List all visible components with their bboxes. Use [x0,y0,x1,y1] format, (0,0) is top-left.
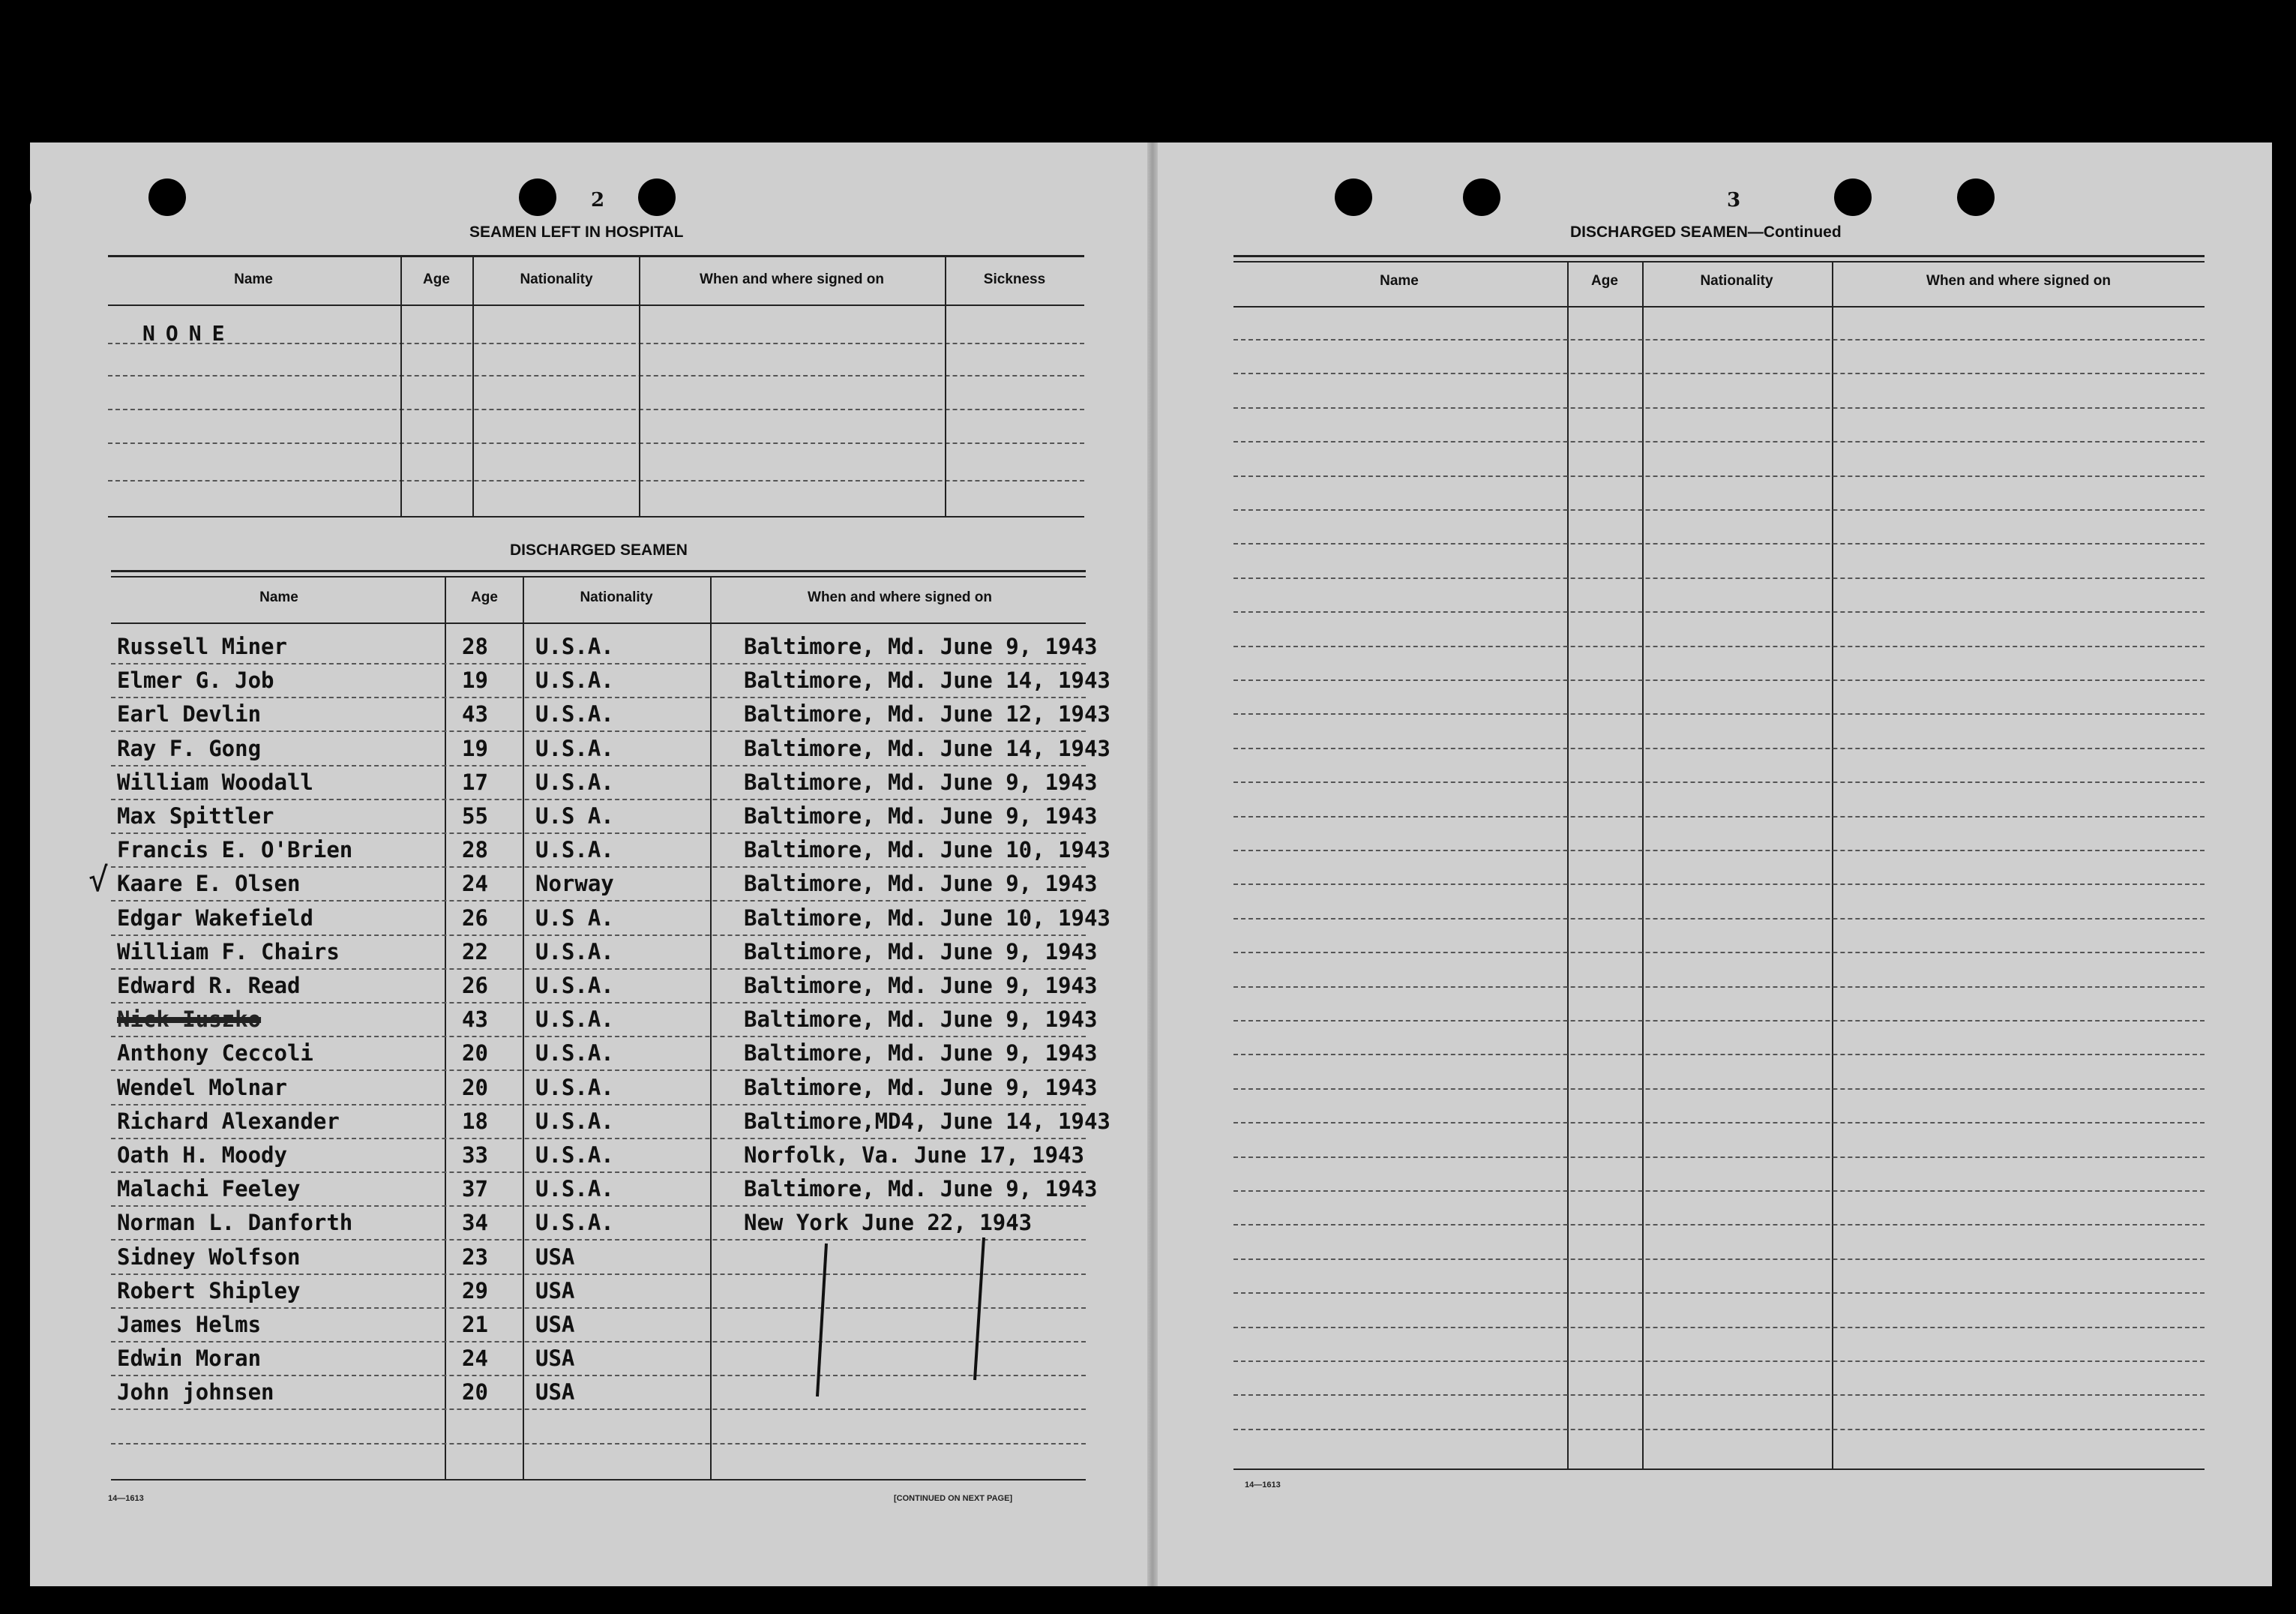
row-rule [111,1104,1086,1106]
seaman-name: Ray F. Gong [117,736,262,761]
row-rule [111,1138,1086,1139]
row-rule [1233,611,2205,613]
row-rule [1233,1156,2205,1158]
seaman-signed-on: Baltimore, Md. June 9, 1943 [744,1176,1098,1202]
seaman-name: Robert Shipley [117,1278,301,1304]
hospital-col-age: Age [423,272,450,287]
row-rule [1233,1360,2205,1362]
discharged-col-age: Age [471,590,498,605]
row-rule [1233,1224,2205,1226]
row-rule [111,1036,1086,1037]
seaman-age: 17 [462,770,488,795]
seaman-name: Max Spittler [117,803,274,829]
row-rule [1233,1327,2205,1328]
seaman-name: Kaare E. Olsen [117,871,301,896]
seaman-age: 23 [462,1244,488,1270]
seaman-name: John johnsen [117,1379,274,1405]
discharged-continued-title: DISCHARGED SEAMEN—Continued [1570,224,1842,241]
seaman-age: 21 [462,1312,488,1337]
seaman-nationality: U.S A. [535,803,614,829]
handwritten-strokes [787,1230,1012,1410]
hospital-col-nationality: Nationality [520,272,593,287]
seaman-age: 22 [462,939,488,964]
seaman-age: 20 [462,1040,488,1066]
row-rule [1233,1258,2205,1260]
seaman-age: 33 [462,1142,488,1168]
seaman-age: 24 [462,1346,488,1371]
seaman-age: 29 [462,1278,488,1304]
seaman-age: 24 [462,871,488,896]
row-rule [1233,339,2205,340]
page-number-left: 2 [591,189,605,212]
punch-hole [0,178,31,216]
seaman-name: Sidney Wolfson [117,1244,301,1270]
hospital-none-entry: NONE [142,321,235,346]
seaman-age: 43 [462,701,488,727]
seaman-signed-on: Baltimore,MD4, June 14, 1943 [744,1108,1111,1134]
punch-hole [1834,178,1872,216]
row-rule [111,1070,1086,1071]
right-col-name: Name [1380,273,1419,289]
seaman-nationality: U.S.A. [535,1040,614,1066]
row-rule [111,765,1086,766]
seaman-name: James Helms [117,1312,262,1337]
right-col-signed-on: When and where signed on [1926,273,2111,289]
seaman-name: Wendel Molnar [117,1075,287,1100]
row-rule [1233,1394,2205,1396]
seaman-age: 43 [462,1006,488,1032]
row-rule [1233,1088,2205,1090]
discharged-col-signed-on: When and where signed on [808,590,992,605]
seaman-nationality: USA [535,1312,575,1337]
seaman-name: Nick Iuszko [117,1006,262,1032]
seaman-nationality: U.S.A. [535,1108,614,1134]
seaman-name: Richard Alexander [117,1108,340,1134]
seaman-signed-on: Baltimore, Md. June 12, 1943 [744,701,1111,727]
row-rule [1233,816,2205,818]
hospital-col-name: Name [234,272,273,287]
punch-hole [148,178,186,216]
row-rule [1233,646,2205,647]
seaman-name: William F. Chairs [117,939,340,964]
row-rule [1233,713,2205,715]
punch-hole [1463,178,1500,216]
seaman-age: 26 [462,973,488,998]
seaman-signed-on: Norfolk, Va. June 17, 1943 [744,1142,1084,1168]
punch-hole [638,178,676,216]
row-rule [111,866,1086,868]
seaman-name: Edwin Moran [117,1346,262,1371]
seaman-name: Earl Devlin [117,701,262,727]
seaman-age: 20 [462,1075,488,1100]
row-rule [111,697,1086,698]
page-fold [1147,142,1158,1586]
punch-hole [519,178,556,216]
seaman-signed-on: Baltimore, Md. June 9, 1943 [744,1040,1098,1066]
page-number-right: 3 [1727,189,1741,212]
seaman-age: 34 [462,1210,488,1235]
seaman-nationality: U.S.A. [535,939,614,964]
seaman-nationality: U.S.A. [535,1176,614,1202]
seaman-name: Elmer G. Job [117,668,274,693]
row-rule [111,900,1086,902]
row-rule [111,1443,1086,1444]
row-rule [1233,578,2205,579]
row-rule [1233,1054,2205,1055]
row-rule [111,730,1086,732]
seaman-nationality: U.S.A. [535,1210,614,1235]
seaman-nationality: USA [535,1346,575,1371]
form-number-left: 14—1613 [108,1494,144,1503]
row-rule [1233,441,2205,442]
seaman-nationality: U.S.A. [535,1142,614,1168]
seaman-name: Edward R. Read [117,973,301,998]
seaman-age: 28 [462,837,488,862]
seaman-signed-on: Baltimore, Md. June 9, 1943 [744,973,1098,998]
row-rule [111,663,1086,664]
row-rule [1233,850,2205,851]
punch-hole [1957,178,1995,216]
row-rule [111,1205,1086,1207]
row-rule [111,934,1086,936]
seaman-nationality: USA [535,1244,575,1270]
seaman-name: Oath H. Moody [117,1142,287,1168]
seaman-nationality: U.S.A. [535,770,614,795]
seaman-nationality: U.S.A. [535,837,614,862]
seaman-signed-on: Baltimore, Md. June 9, 1943 [744,803,1098,829]
seaman-nationality: U.S.A. [535,701,614,727]
seaman-age: 26 [462,905,488,931]
row-rule [1233,748,2205,749]
seaman-nationality: U.S.A. [535,736,614,761]
row-rule [111,832,1086,834]
seaman-signed-on: Baltimore, Md. June 14, 1943 [744,668,1111,693]
seaman-signed-on: Baltimore, Md. June 10, 1943 [744,837,1111,862]
seaman-age: 55 [462,803,488,829]
tally-check-mark: √ [88,861,109,899]
seaman-nationality: USA [535,1278,575,1304]
seaman-name: Russell Miner [117,634,287,659]
row-rule [1233,509,2205,511]
row-rule [1233,986,2205,988]
seaman-nationality: Norway [535,871,614,896]
seaman-nationality: U.S.A. [535,973,614,998]
row-rule [111,1172,1086,1173]
hospital-section-title: SEAMEN LEFT IN HOSPITAL [469,224,684,241]
row-rule [1233,407,2205,409]
discharged-col-name: Name [259,590,298,605]
discharged-col-nationality: Nationality [580,590,653,605]
hospital-col-signed-on: When and where signed on [700,272,884,287]
discharged-section-title: DISCHARGED SEAMEN [510,542,688,559]
seaman-signed-on: Baltimore, Md. June 10, 1943 [744,905,1111,931]
seaman-name: Edgar Wakefield [117,905,313,931]
right-col-nationality: Nationality [1700,273,1773,289]
continued-note: [CONTINUED ON NEXT PAGE] [894,1494,1013,1503]
seaman-nationality: U.S.A. [535,1006,614,1032]
seaman-nationality: USA [535,1379,575,1405]
seaman-nationality: U.S.A. [535,668,614,693]
row-rule [1233,782,2205,783]
row-rule [1233,1020,2205,1022]
row-rule [1233,680,2205,681]
seaman-name: Norman L. Danforth [117,1210,353,1235]
seaman-age: 19 [462,736,488,761]
seaman-signed-on: Baltimore, Md. June 9, 1943 [744,871,1098,896]
seaman-name: William Woodall [117,770,313,795]
row-rule [1233,1190,2205,1192]
hospital-col-sickness: Sickness [983,272,1046,287]
row-rule [111,1002,1086,1004]
seaman-age: 37 [462,1176,488,1202]
row-rule [1233,1429,2205,1430]
seaman-age: 19 [462,668,488,693]
right-col-age: Age [1591,273,1618,289]
seaman-signed-on: Baltimore, Md. June 14, 1943 [744,736,1111,761]
row-rule [1233,1292,2205,1294]
row-rule [1233,476,2205,477]
row-rule [1233,884,2205,885]
row-rule [1233,1122,2205,1124]
seaman-age: 28 [462,634,488,659]
seaman-nationality: U.S A. [535,905,614,931]
seaman-signed-on: Baltimore, Md. June 9, 1943 [744,770,1098,795]
seaman-age: 20 [462,1379,488,1405]
form-number-right: 14—1613 [1245,1480,1281,1490]
seaman-name: Anthony Ceccoli [117,1040,313,1066]
seaman-nationality: U.S.A. [535,634,614,659]
seaman-signed-on: Baltimore, Md. June 9, 1943 [744,1006,1098,1032]
row-rule [111,799,1086,800]
seaman-signed-on: Baltimore, Md. June 9, 1943 [744,634,1098,659]
seaman-signed-on: New York June 22, 1943 [744,1210,1033,1235]
row-rule [1233,918,2205,920]
seaman-signed-on: Baltimore, Md. June 9, 1943 [744,939,1098,964]
seaman-signed-on: Baltimore, Md. June 9, 1943 [744,1075,1098,1100]
punch-hole [1335,178,1372,216]
seaman-age: 18 [462,1108,488,1134]
seaman-name: Malachi Feeley [117,1176,301,1202]
seaman-nationality: U.S.A. [535,1075,614,1100]
row-rule [111,968,1086,970]
seaman-name: Francis E. O'Brien [117,837,353,862]
row-rule [1233,373,2205,374]
row-rule [1233,952,2205,953]
row-rule [1233,543,2205,544]
